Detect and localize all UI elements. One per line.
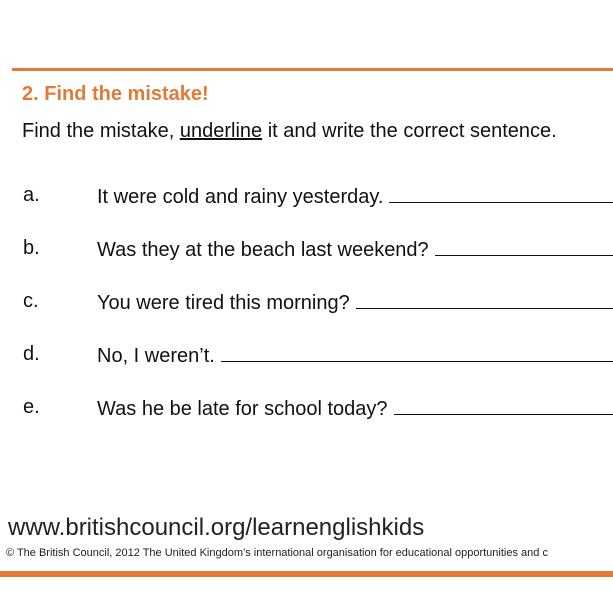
item-sentence: It were cold and rainy yesterday. <box>97 186 384 208</box>
item-letter: d. <box>23 343 40 365</box>
instruction-text-start: Find the mistake, <box>22 120 180 142</box>
item-letter: e. <box>23 396 40 418</box>
item-sentence: You were tired this morning? <box>97 292 350 314</box>
exercise-item-c <box>0 290 613 318</box>
answer-line[interactable] <box>394 396 613 415</box>
exercise-instruction <box>22 120 557 143</box>
exercise-heading: 2. Find the mistake! <box>22 83 209 105</box>
item-sentence: Was they at the beach last weekend? <box>97 239 429 261</box>
bottom-divider <box>0 571 613 577</box>
instruction-underlined-word: underline <box>179 120 263 142</box>
exercise-item-a <box>0 184 613 212</box>
instruction-text-end: it and write the correct sentence. <box>262 120 557 142</box>
footer-url[interactable]: www.britishcouncil.org/learnenglishkids <box>8 514 425 541</box>
item-sentence: Was he be late for school today? <box>97 398 388 420</box>
exercise-item-b <box>0 237 613 265</box>
exercise-item-e <box>0 396 613 424</box>
exercise-item-d <box>0 343 613 371</box>
item-letter: c. <box>23 290 39 312</box>
answer-line[interactable] <box>435 237 613 256</box>
answer-line[interactable] <box>221 343 613 362</box>
item-sentence: No, I weren’t. <box>97 345 215 367</box>
item-letter: a. <box>23 184 40 206</box>
top-divider <box>12 68 613 71</box>
answer-line[interactable] <box>356 290 613 309</box>
answer-line[interactable] <box>389 184 613 203</box>
item-letter: b. <box>23 237 40 259</box>
footer-copyright: © The British Council, 2012 The United Kingdom’s international organisation for educational opportunities and c <box>6 547 548 559</box>
